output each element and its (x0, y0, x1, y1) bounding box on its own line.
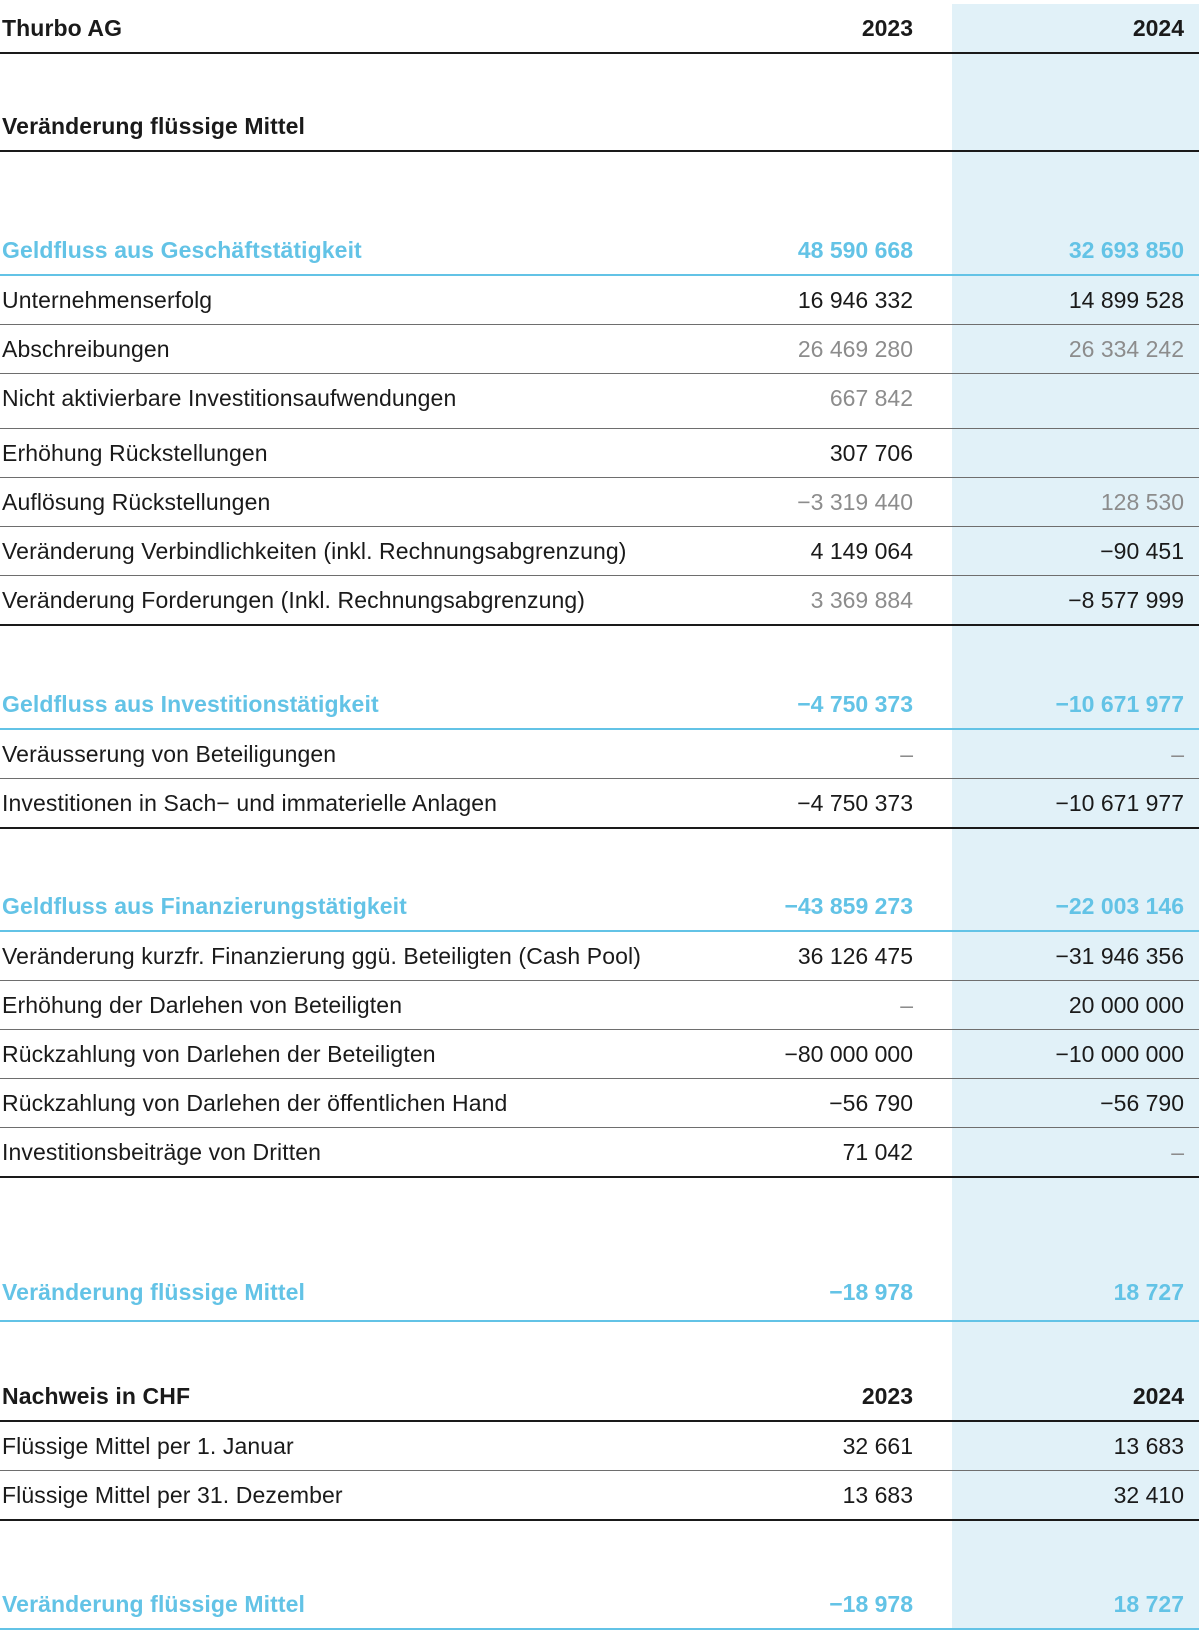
row-label: Rückzahlung von Darlehen der Beteiligten (2, 1041, 436, 1067)
row-label: Veräusserung von Beteiligungen (2, 741, 337, 767)
subtotal-financing (0, 882, 1199, 932)
table-row (0, 1471, 1199, 1521)
row-value-2024: −56 790 (1100, 1090, 1184, 1116)
row-label: Investitionen in Sach− und immaterielle Anlagen (2, 790, 498, 816)
row-value-2023: 3 369 884 (810, 587, 913, 613)
table-row (0, 730, 1199, 779)
row-value-2024: – (1171, 1139, 1184, 1165)
year-2023-header: 2023 (861, 15, 913, 41)
row-value-2023: 16 946 332 (797, 287, 913, 313)
proof-total-row (0, 1580, 1199, 1630)
company-name: Thurbo AG (2, 15, 123, 41)
row-value-2023: 32 661 (842, 1433, 913, 1459)
subtotal-investing (0, 680, 1199, 730)
row-label: Nicht aktivierbare Investitionsaufwendungen (2, 385, 457, 411)
row-value-2023: 36 126 475 (797, 943, 913, 969)
row-value-2023: −3 319 440 (797, 489, 913, 515)
subtotal-label: Geldfluss aus Geschäftstätigkeit (2, 237, 362, 263)
row-value-2024: 14 899 528 (1068, 287, 1184, 313)
table-header (0, 4, 1199, 54)
row-value-2024: −31 946 356 (1055, 943, 1184, 969)
row-value-2023: 307 706 (829, 440, 913, 466)
row-value-2024: 128 530 (1100, 489, 1184, 515)
row-label: Erhöhung Rückstellungen (2, 440, 268, 466)
subtotal-value-2024: −10 671 977 (1055, 691, 1184, 717)
proof-header (0, 1372, 1199, 1422)
proof-total-label: Veränderung flüssige Mittel (2, 1591, 306, 1617)
total-change-value-2024: 18 727 (1113, 1279, 1184, 1305)
subtotal-label: Geldfluss aus Investitionstätigkeit (2, 691, 379, 717)
subtotal-value-2024: 32 693 850 (1068, 237, 1184, 263)
row-label: Flüssige Mittel per 1. Januar (2, 1433, 294, 1459)
table-row (0, 325, 1199, 374)
row-label: Veränderung Forderungen (Inkl. Rechnungsabgrenzung) (2, 587, 586, 613)
row-value-2024: −10 000 000 (1055, 1041, 1184, 1067)
row-value-2024: 20 000 000 (1068, 992, 1184, 1018)
subtotal-operating (0, 224, 1199, 276)
year-2024-header: 2024 (1132, 15, 1184, 41)
subtotal-value-2023: −4 750 373 (797, 691, 913, 717)
subtotal-value-2023: 48 590 668 (797, 237, 913, 263)
row-value-2023: −4 750 373 (797, 790, 913, 816)
table-row (0, 1422, 1199, 1471)
table-row (0, 1030, 1199, 1079)
row-value-2023: −80 000 000 (784, 1041, 913, 1067)
section-title: Veränderung flüssige Mittel (2, 113, 306, 139)
row-value-2024: 26 334 242 (1068, 336, 1184, 362)
row-label: Rückzahlung von Darlehen der öffentlichen Hand (2, 1090, 508, 1116)
table-row (0, 576, 1199, 626)
proof-year-2023: 2023 (861, 1383, 913, 1409)
subtotal-label: Geldfluss aus Finanzierungstätigkeit (2, 893, 407, 919)
row-value-2024: −90 451 (1100, 538, 1184, 564)
table-row (0, 1079, 1199, 1128)
row-label: Veränderung kurzfr. Finanzierung ggü. Beteiligten (Cash Pool) (2, 943, 641, 969)
row-label: Erhöhung der Darlehen von Beteiligten (2, 992, 403, 1018)
row-label: Veränderung Verbindlichkeiten (inkl. Rechnungsabgrenzung) (2, 538, 627, 564)
row-value-2024: −8 577 999 (1068, 587, 1184, 613)
table-row (0, 932, 1199, 981)
total-change-value-2023: −18 978 (829, 1279, 913, 1305)
table-row (0, 1128, 1199, 1178)
row-value-2023: −56 790 (829, 1090, 913, 1116)
subtotal-value-2024: −22 003 146 (1055, 893, 1184, 919)
row-value-2023: – (900, 741, 913, 767)
row-label: Abschreibungen (2, 336, 170, 362)
subtotal-value-2023: −43 859 273 (784, 893, 913, 919)
row-value-2023: 4 149 064 (810, 538, 913, 564)
table-row (0, 779, 1199, 829)
row-label: Auflösung Rückstellungen (2, 489, 271, 515)
proof-title: Nachweis in CHF (2, 1383, 191, 1409)
row-label: Flüssige Mittel per 31. Dezember (2, 1482, 343, 1508)
table-row (0, 429, 1199, 478)
row-value-2024: −10 671 977 (1055, 790, 1184, 816)
section-title-row (0, 100, 1199, 152)
row-value-2024: – (1171, 741, 1184, 767)
row-value-2023: – (900, 992, 913, 1018)
row-label: Investitionsbeiträge von Dritten (2, 1139, 321, 1165)
row-value-2024: 13 683 (1113, 1433, 1184, 1459)
row-value-2023: 667 842 (829, 385, 913, 411)
proof-total-value-2023: −18 978 (829, 1591, 913, 1617)
row-label: Unternehmenserfolg (2, 287, 213, 313)
table-row (0, 527, 1199, 576)
total-change-row (0, 1268, 1199, 1322)
proof-year-2024: 2024 (1132, 1383, 1184, 1409)
table-row (0, 276, 1199, 325)
table-row (0, 478, 1199, 527)
proof-total-value-2024: 18 727 (1113, 1591, 1184, 1617)
table-row (0, 981, 1199, 1030)
row-value-2023: 26 469 280 (797, 336, 913, 362)
table-row (0, 374, 1199, 429)
total-change-label: Veränderung flüssige Mittel (2, 1279, 306, 1305)
row-value-2023: 71 042 (842, 1139, 913, 1165)
row-value-2024: 32 410 (1113, 1482, 1184, 1508)
row-value-2023: 13 683 (842, 1482, 913, 1508)
